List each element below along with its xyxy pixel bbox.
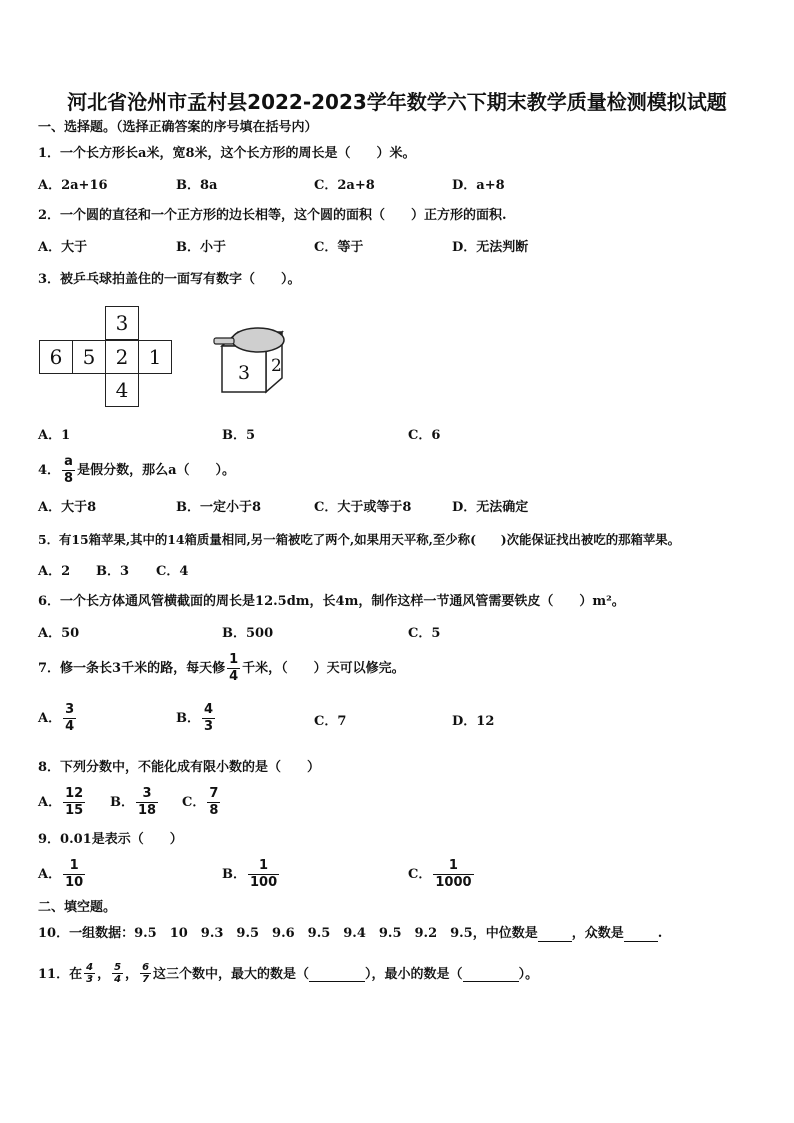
q4-stem-text: 是假分数，那么a（ ）。 [77, 462, 236, 478]
q8-option-b-denominator: 18 [138, 803, 157, 818]
question-4-stem [38, 454, 235, 487]
net-face-top: 3 [105, 306, 139, 340]
q11-stem-pre: 11．在 [38, 967, 83, 982]
q6-option-c: C．5 [408, 626, 441, 641]
q7-option-a-numerator: 3 [65, 702, 75, 717]
q4-number: 4． [38, 462, 61, 478]
q9-option-a [38, 858, 87, 891]
q11-separator-1: ， [97, 967, 111, 982]
cube-with-paddle-figure [212, 318, 292, 398]
q9-option-c-denominator: 1000 [435, 875, 472, 890]
q11-fraction-2-numerator: 5 [114, 962, 122, 973]
q6-option-a: A．50 [38, 626, 80, 641]
q11-stem-mid: 这三个数中，最大的数是（ [153, 967, 310, 982]
q9-option-b-numerator: 1 [259, 858, 269, 873]
q5-option-b: B．3 [96, 564, 130, 579]
q11-fraction-1 [84, 962, 95, 985]
q7-option-a-fraction [63, 702, 76, 735]
q4-option-b: B．一定小于8 [176, 500, 262, 515]
net-face-far-left: 6 [39, 340, 73, 374]
question-10-stem [38, 926, 662, 942]
q8-option-c-numerator: 7 [209, 786, 219, 801]
question-1-stem: 1．一个长方形长a米，宽8米，这个长方形的周长是（ ）米。 [38, 146, 416, 161]
q7-fraction-denominator: 4 [229, 669, 239, 684]
q9-option-a-label: A． [38, 866, 62, 882]
q8-option-b [110, 786, 160, 819]
q5-option-c: C．4 [156, 564, 189, 579]
question-11-stem [38, 962, 538, 985]
q7-option-b-denominator: 3 [204, 719, 214, 734]
question-9-stem: 9．0.01是表示（ ） [38, 832, 183, 847]
q8-option-c-denominator: 8 [209, 803, 219, 818]
q11-separator-2: ， [125, 967, 139, 982]
q11-fraction-3 [140, 962, 151, 985]
q11-fraction-2-denominator: 4 [114, 974, 122, 985]
q7-option-b-label: B． [176, 710, 200, 726]
q10-stem-mid: ，众数是 [571, 926, 624, 941]
q4-option-d: D．无法确定 [452, 500, 529, 515]
q7-fraction-numerator: 1 [229, 652, 239, 667]
q7-stem-post: 千米，（ ）天可以修完。 [242, 660, 405, 676]
q10-mode-blank[interactable] [624, 941, 658, 942]
section-choice-heading: 一、选择题。（选择正确答案的序号填在括号内） [38, 120, 318, 135]
q8-option-a-numerator: 12 [65, 786, 84, 801]
q9-option-c-label: C． [408, 866, 432, 882]
question-8-stem: 8．下列分数中，不能化成有限小数的是（ ） [38, 760, 321, 775]
q8-option-a [38, 786, 87, 819]
q10-median-blank[interactable] [538, 941, 572, 942]
q9-option-b-denominator: 100 [250, 875, 278, 890]
q8-option-b-numerator: 3 [142, 786, 152, 801]
q9-option-b [222, 858, 281, 891]
net-face-bottom: 4 [105, 373, 139, 407]
q3-option-b: B．5 [222, 428, 256, 443]
q8-option-c-fraction [207, 786, 220, 819]
cube-front-face-number: 3 [238, 362, 251, 384]
question-7-stem [38, 652, 405, 685]
q9-option-b-fraction [248, 858, 279, 891]
q11-fraction-3-numerator: 6 [142, 962, 150, 973]
q7-option-b [176, 702, 217, 735]
cube-side-face-number: 2 [271, 356, 282, 376]
q11-smallest-blank[interactable] [463, 981, 519, 982]
q4-fraction-numerator: a [64, 454, 73, 469]
section-fill-heading: 二、填空题。 [38, 900, 117, 915]
q7-option-d: D．12 [452, 714, 495, 729]
q11-stem-end: ）。 [518, 967, 539, 982]
q8-option-b-fraction [136, 786, 158, 819]
q4-option-a: A．大于8 [38, 500, 97, 515]
q7-option-c: C．7 [314, 714, 347, 729]
q9-option-a-numerator: 1 [69, 858, 79, 873]
q4-fraction [62, 454, 75, 487]
q2-option-a: A．大于 [38, 240, 88, 255]
q11-stem-mid2: ），最小的数是（ [365, 967, 463, 982]
q10-stem-end: . [657, 926, 663, 941]
q11-fraction-1-denominator: 3 [86, 974, 94, 985]
q7-option-b-fraction [202, 702, 215, 735]
q9-option-c-numerator: 1 [448, 858, 458, 873]
net-face-right: 1 [138, 340, 172, 374]
q8-option-a-fraction [63, 786, 85, 819]
question-2-stem: 2．一个圆的直径和一个正方形的边长相等，这个圆的面积（ ）正方形的面积. [38, 208, 507, 223]
q7-option-a-label: A． [38, 710, 62, 726]
question-3-stem: 3．被乒乓球拍盖住的一面写有数字（ ）。 [38, 272, 301, 287]
q2-option-b: B．小于 [176, 240, 226, 255]
q9-option-c [408, 858, 476, 891]
q6-option-b: B．500 [222, 626, 274, 641]
q9-option-a-denominator: 10 [65, 875, 84, 890]
question-6-stem: 6．一个长方体通风管横截面的周长是12.5dm，长4m，制作这样一节通风管需要铁皮（ ）m²。 [38, 594, 625, 609]
q9-option-a-fraction [63, 858, 85, 891]
q8-option-c [182, 786, 222, 819]
q9-option-c-fraction [433, 858, 473, 891]
question-5-stem: 5．有15箱苹果,其中的14箱质量相同,另一箱被吃了两个,如果用天平称,至少称( )次能保证找出被吃的那箱苹果。 [38, 532, 681, 547]
q10-stem-text: 10．一组数据：9.5 10 9.3 9.5 9.6 9.5 9.4 9.5 9.2 9.5，中位数是 [38, 926, 538, 941]
q1-option-b: B．8a [176, 178, 218, 193]
q2-option-d: D．无法判断 [452, 240, 529, 255]
q8-option-c-label: C． [182, 794, 206, 810]
q7-option-a-denominator: 4 [65, 719, 75, 734]
q7-option-b-numerator: 4 [204, 702, 214, 717]
q1-option-d: D．a+8 [452, 178, 505, 193]
q7-option-a [38, 702, 78, 735]
q5-option-a: A．2 [38, 564, 71, 579]
net-face-left: 5 [72, 340, 106, 374]
q8-option-b-label: B． [110, 794, 134, 810]
q4-fraction-denominator: 8 [64, 471, 74, 486]
q1-option-a: A．2a+16 [38, 178, 108, 193]
q7-fraction [227, 652, 240, 685]
q4-option-c: C．大于或等于8 [314, 500, 412, 515]
q11-fraction-1-numerator: 4 [86, 962, 94, 973]
page-title: 河北省沧州市孟村县2022-2023学年数学六下期末教学质量检测模拟试题 [67, 90, 727, 114]
q8-option-a-label: A． [38, 794, 62, 810]
q3-option-a: A．1 [38, 428, 71, 443]
q11-fraction-3-denominator: 7 [142, 974, 150, 985]
q8-option-a-denominator: 15 [65, 803, 84, 818]
q9-option-b-label: B． [222, 866, 246, 882]
q11-fraction-2 [112, 962, 123, 985]
q3-option-c: C．6 [408, 428, 441, 443]
net-face-center: 2 [105, 340, 139, 374]
q2-option-c: C．等于 [314, 240, 364, 255]
q1-option-c: C．2a+8 [314, 178, 375, 193]
q11-largest-blank[interactable] [309, 981, 365, 982]
q7-stem-pre: 7．修一条长3千米的路，每天修 [38, 660, 226, 676]
